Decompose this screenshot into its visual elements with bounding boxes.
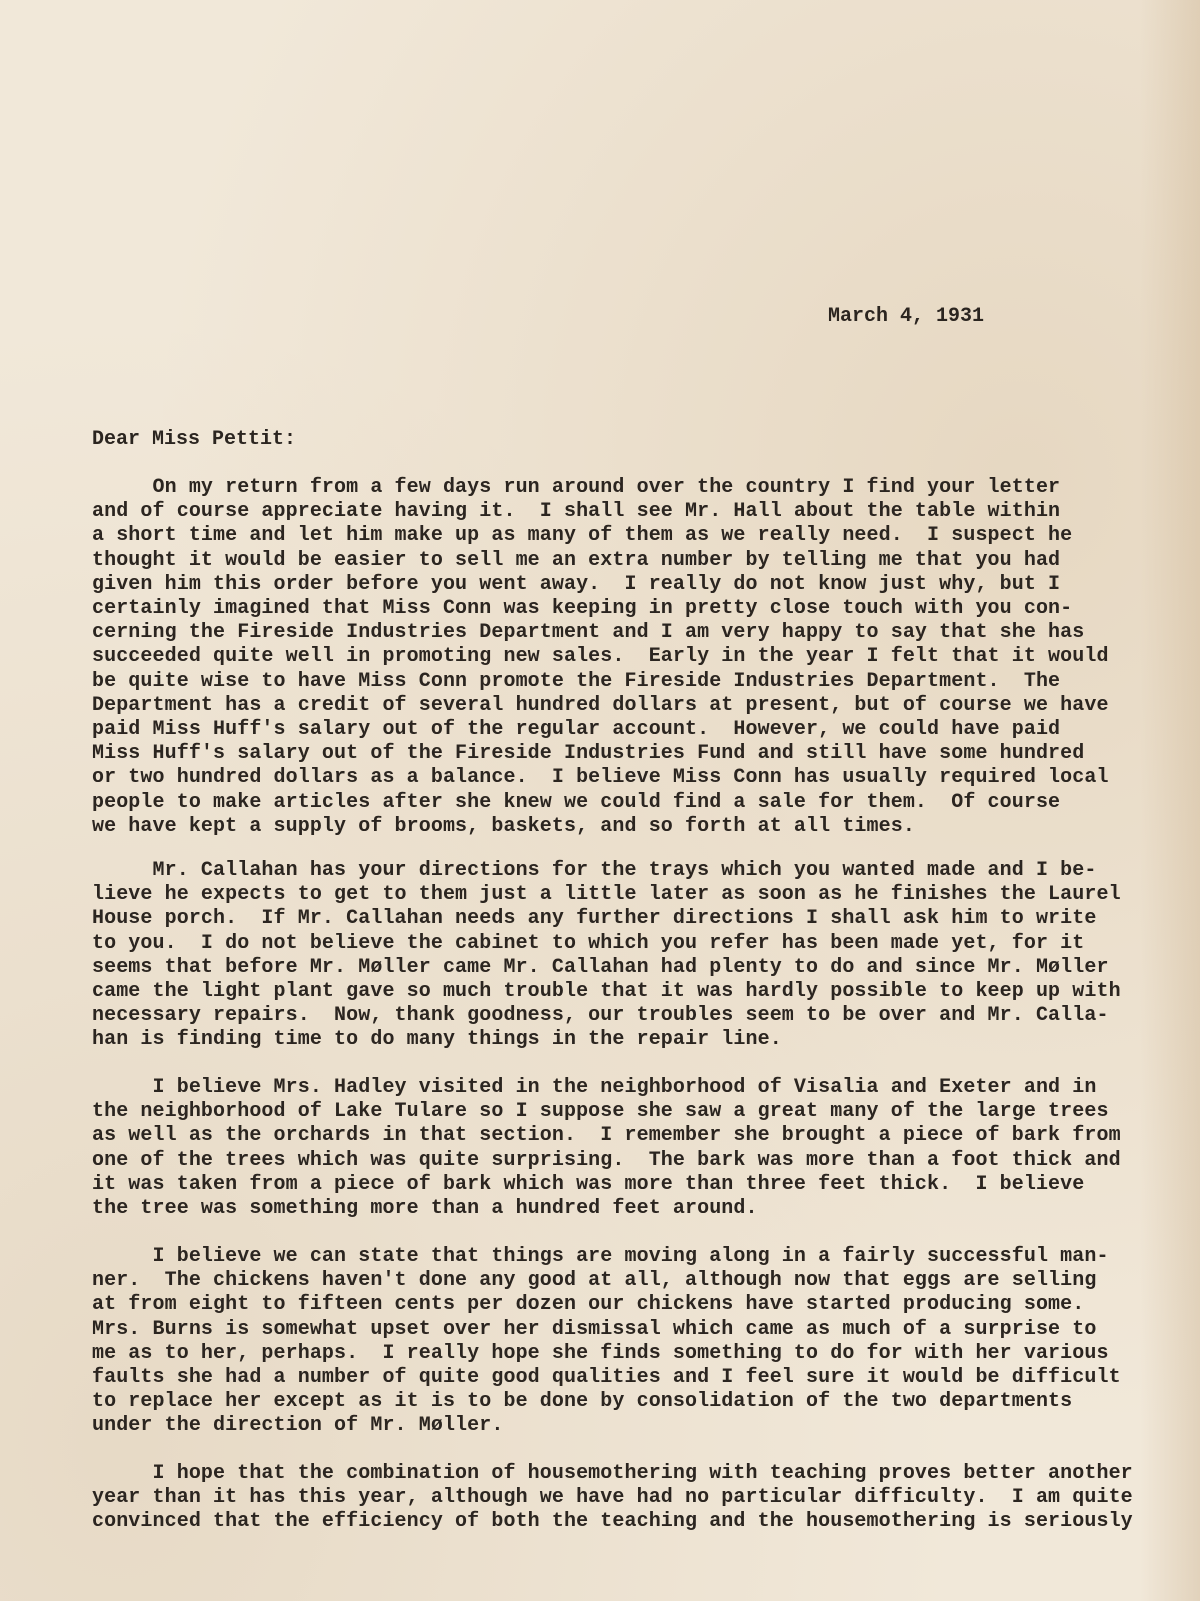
text-line: seems that before Mr. Møller came Mr. Callahan had plenty to do and since Mr. Møller (92, 955, 1109, 979)
text-line: as well as the orchards in that section. I remember she brought a piece of bark from (92, 1124, 1121, 1148)
text-line: to replace her except as it is to be done by consolidation of the two departments (92, 1390, 1073, 1414)
text-line: I believe we can state that things are moving along in a fairly successful man- (92, 1245, 1109, 1268)
text-line: one of the trees which was quite surprising. The bark was more than a foot thick and (92, 1148, 1121, 1172)
text-line: or two hundred dollars as a balance. I believe Miss Conn has usually required local (92, 766, 1109, 790)
text-line: cerning the Fireside Industries Department and I am very happy to say that she has (92, 621, 1085, 645)
text-line: it was taken from a piece of bark which was more than three feet thick. I believe (92, 1172, 1085, 1196)
text-line: Mrs. Burns is somewhat upset over her dismissal which came as much of a surprise to (92, 1317, 1097, 1341)
text-line: the tree was something more than a hundred feet around. (92, 1197, 758, 1221)
paragraph-4 (92, 1245, 1121, 1439)
text-line: I hope that the combination of housemothering with teaching proves better another (92, 1462, 1133, 1485)
paragraph-3 (92, 1076, 1121, 1221)
paragraph-5 (92, 1462, 1133, 1535)
text-line: han is finding time to do many things in the repair line. (92, 1028, 782, 1052)
text-line: to you. I do not believe the cabinet to which you refer has been made yet, for it (92, 931, 1085, 955)
text-line: at from eight to fifteen cents per dozen our chickens have started producing some. (92, 1293, 1085, 1317)
text-line: thought it would be easier to sell me an extra number by telling me that you had (92, 548, 1061, 572)
text-line: On my return from a few days run around over the country I find your letter (92, 476, 1061, 499)
paragraph-2 (92, 859, 1121, 1053)
text-line: the neighborhood of Lake Tulare so I suppose she saw a great many of the large trees (92, 1100, 1109, 1124)
text-line: lieve he expects to get to them just a little later as soon as he finishes the Laurel (92, 883, 1121, 907)
text-line: Department has a credit of several hundred dollars at present, but of course we have (92, 693, 1109, 717)
text-line: me as to her, perhaps. I really hope she finds something to do for with her various (92, 1341, 1109, 1365)
text-line: I believe Mrs. Hadley visited in the neighborhood of Visalia and Exeter and in (92, 1076, 1097, 1099)
text-line: under the direction of Mr. Møller. (92, 1414, 504, 1438)
text-line: year than it has this year, although we have had no particular difficulty. I am quite (92, 1486, 1133, 1510)
text-line: House porch. If Mr. Callahan needs any further directions I shall ask him to write (92, 907, 1097, 931)
text-line: we have kept a supply of brooms, baskets, and so forth at all times. (92, 814, 915, 838)
text-line: faults she had a number of quite good qualities and I feel sure it would be difficult (92, 1366, 1121, 1390)
text-line: ner. The chickens haven't done any good at all, although now that eggs are selling (92, 1269, 1097, 1293)
letter-date: March 4, 1931 (828, 305, 985, 328)
text-line: certainly imagined that Miss Conn was keeping in pretty close touch with you con- (92, 597, 1073, 621)
text-line: convinced that the efficiency of both the teaching and the housemothering is seriously (92, 1510, 1133, 1534)
text-line: succeeded quite well in promoting new sales. Early in the year I felt that it would (92, 645, 1109, 669)
paragraph-1 (92, 476, 1109, 839)
text-line: a short time and let him make up as many of them as we really need. I suspect he (92, 524, 1073, 548)
text-line: Mr. Callahan has your directions for the trays which you wanted made and I be- (92, 859, 1097, 882)
text-line: given him this order before you went away. I really do not know just why, but I (92, 572, 1061, 596)
text-line: be quite wise to have Miss Conn promote the Fireside Industries Department. The (92, 669, 1061, 693)
text-line: necessary repairs. Now, thank goodness, our troubles seem to be over and Mr. Calla- (92, 1004, 1109, 1028)
text-line: people to make articles after she knew we could find a sale for them. Of course (92, 790, 1061, 814)
text-line: came the light plant gave so much trouble that it was hardly possible to keep up with (92, 980, 1121, 1004)
text-line: and of course appreciate having it. I shall see Mr. Hall about the table within (92, 500, 1061, 524)
salutation: Dear Miss Pettit: (92, 428, 297, 451)
text-line: Miss Huff's salary out of the Fireside Industries Fund and still have some hundred (92, 742, 1085, 766)
text-line: paid Miss Huff's salary out of the regular account. However, we could have paid (92, 718, 1061, 742)
